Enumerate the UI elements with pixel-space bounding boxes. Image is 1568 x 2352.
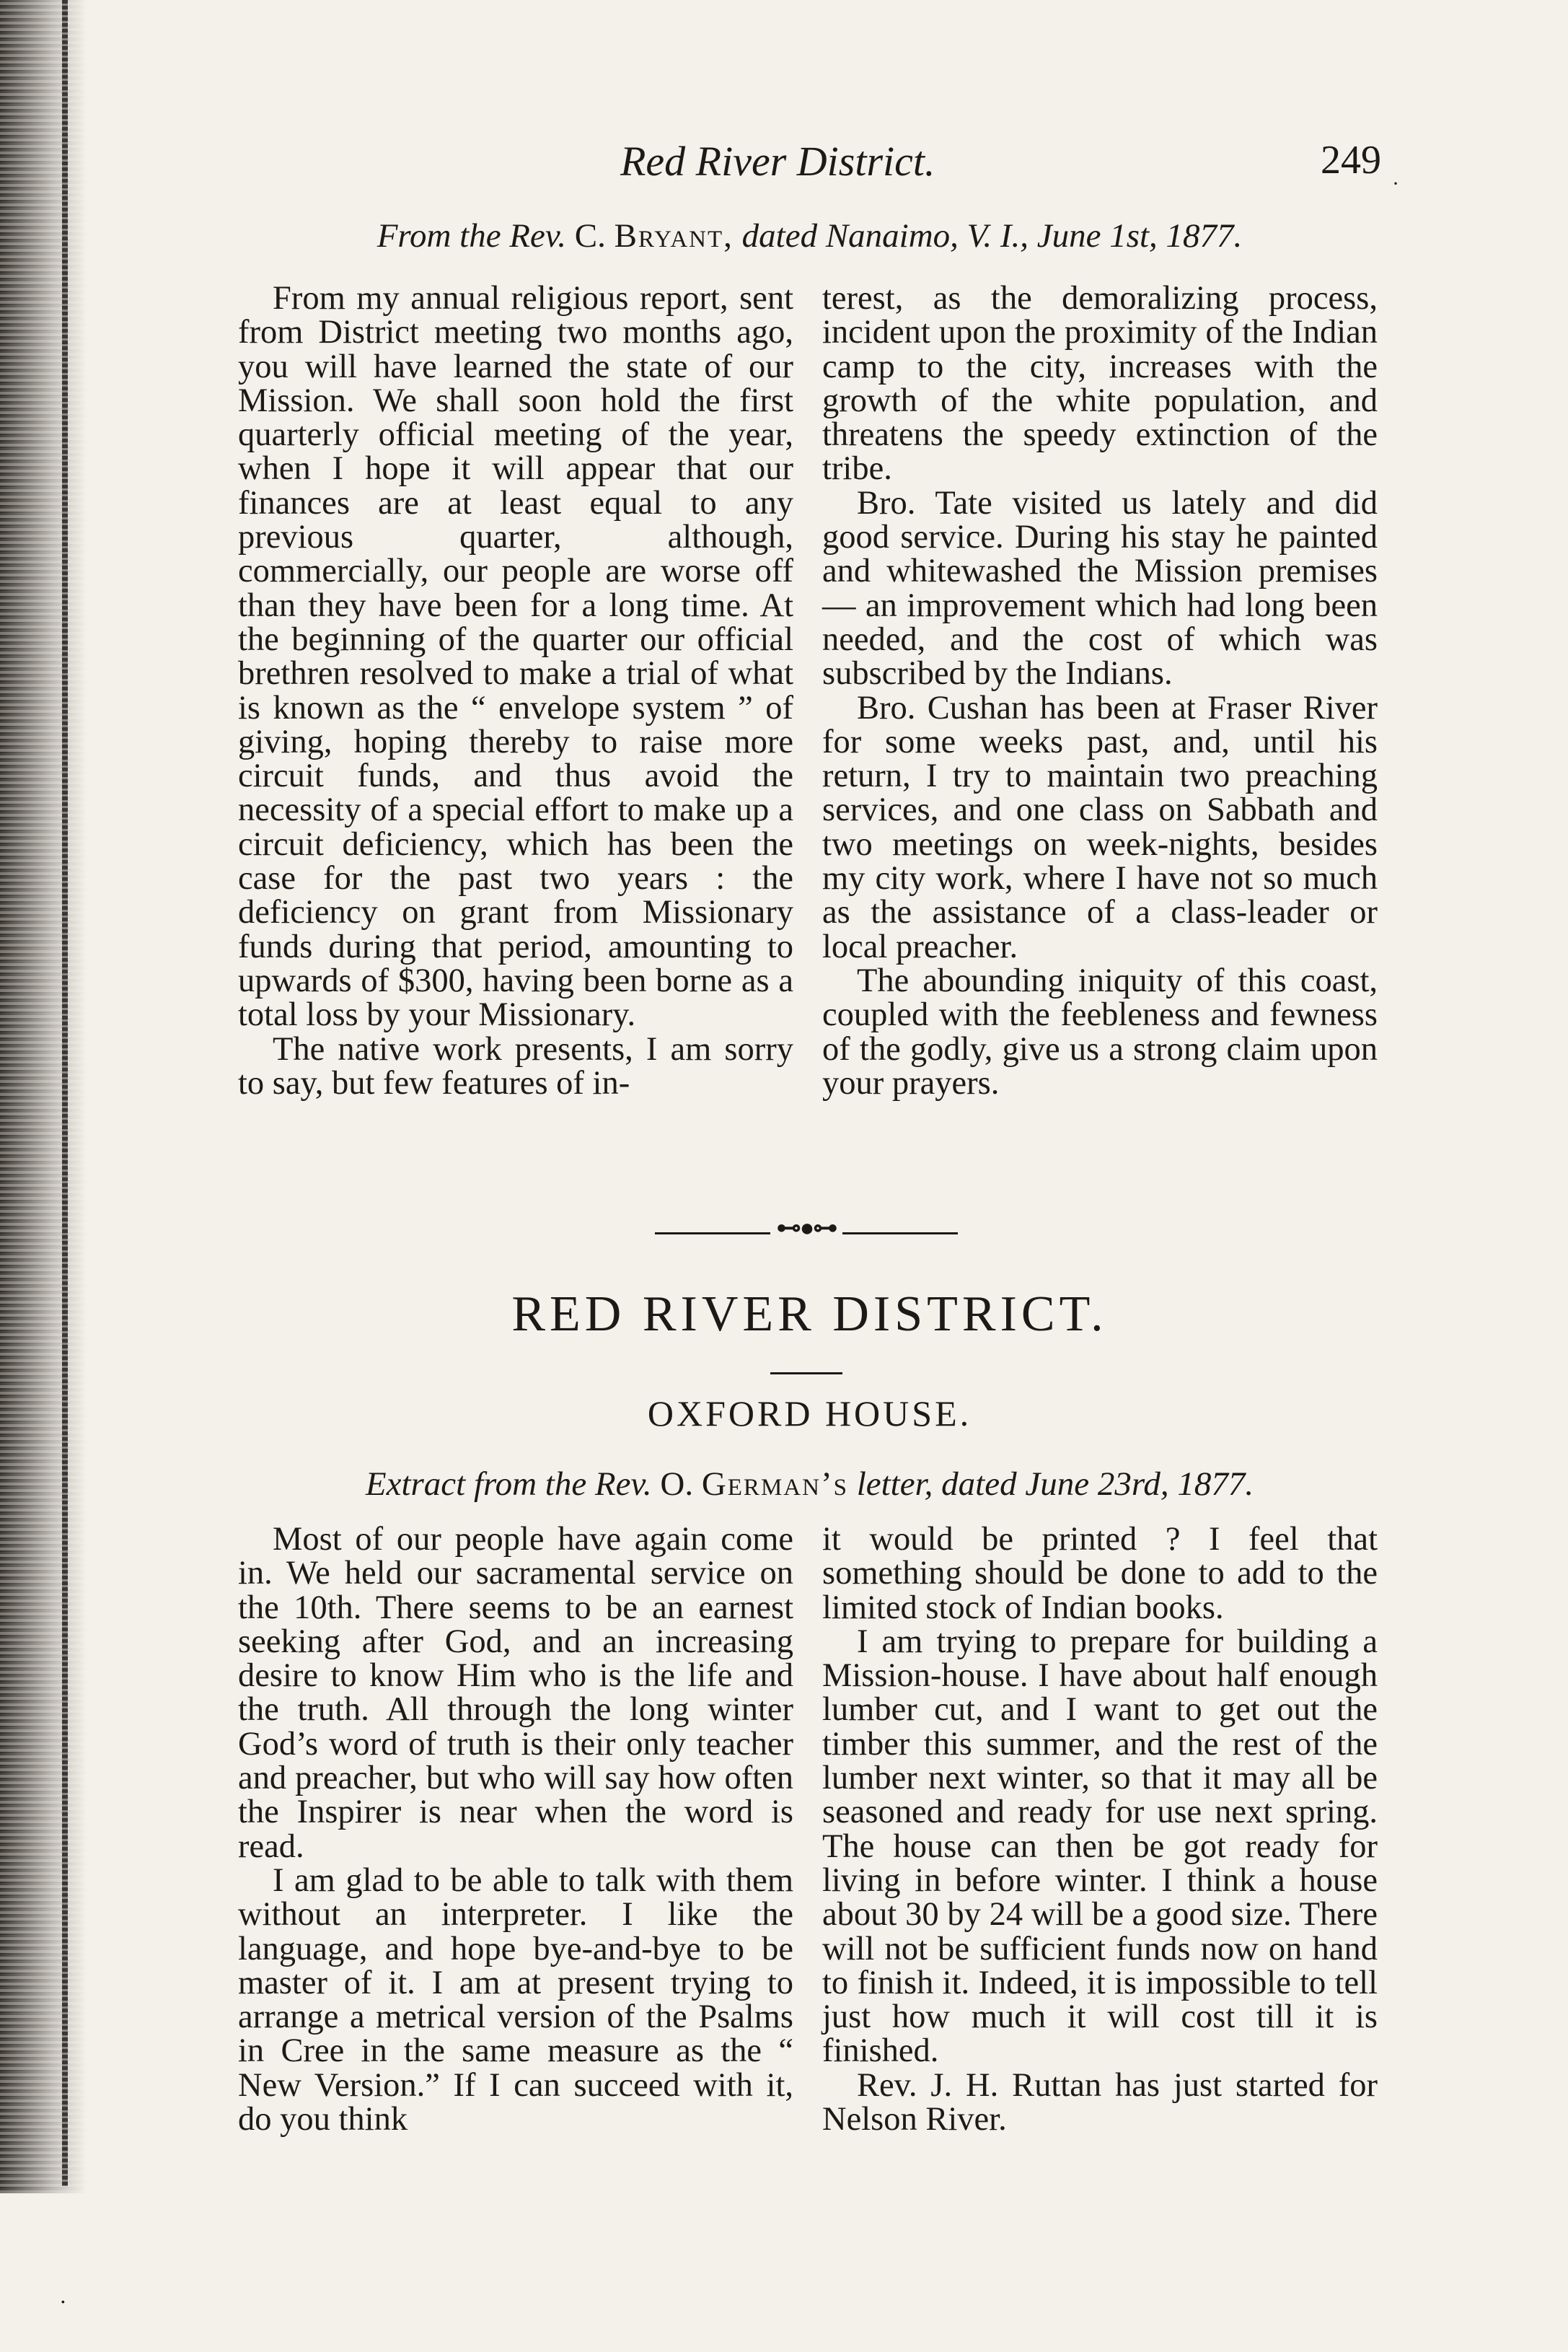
page-binding-edge [0,0,87,2193]
letter1-attribution [238,216,1381,255]
paragraph: The abounding iniquity of this coast, coupled with the feebleness and fewness of the godly, give us a strong claim upon your prayers. [822,962,1378,1102]
paragraph: I am trying to prepare for building a Mission-house. I have about half enough lumber cut, and I want to get out the timber this summer, and the rest of the lumber next winter, so that it may all be seasoned and ready for use next spring. The house can then be got ready for living in before winter. I think a house about 30 by 24 will be a good size. There will not be sufficient funds now on hand to finish it. Indeed, it is impossible to tell just how much it will cost till it is finished. [822,1623,1378,2070]
attribution-initial: C. [574,217,606,255]
letter2-right-column [822,1522,1378,2136]
page-number: 249 [1321,138,1381,183]
paragraph: it would be printed ? I feel that something should be done to add to the limited stock of Indian books. [822,1521,1378,1626]
paragraph: I am glad to be able to talk with them without an interpreter. I like the language, and hope bye-and-bye to be master of it. I am at present trying to arrange a metrical version of the Psalms in Cree in the same measure as the “ New Version.” If I can succeed with it, do you think [238,1861,793,2138]
paragraph: terest, as the demoralizing process, incident upon the proximity of the Indian camp to the city, increases with the growth of the white population, and threatens the speedy extinction of the tribe. [822,280,1378,488]
paragraph: Bro. Cushan has been at Fraser River for some weeks past, and, until his return, I try to maintain two preaching services, and one class on Sabbath and two meetings on week-nights, besides my city work, where I have not so much as the assistance of a class-leader or local preacher. [822,689,1378,965]
section-subtitle: OXFORD HOUSE. [647,1393,972,1434]
paragraph: Rev. J. H. Ruttan has just started for Nelson River. [822,2066,1378,2138]
paragraph: Bro. Tate visited us lately and did good service. During his stay he painted and whitewashed the Mission premises — an improvement which had long been needed, and the cost of which was subscribed by the Indians. [822,484,1378,693]
attribution-from: Extract from the Rev. [365,1465,652,1503]
separator-ornament: ⊷●⊶ [776,1215,837,1242]
paragraph: Most of our people have again come in. We held our sacramental service on the 10th. There seems to be an earnest seeking after God, and an increasing desire to know Him who is the life and the truth. All through the long winter God’s word of truth is their only teacher and preacher, but who will say how often the Inspirer is near when the word is read. [238,1521,793,1865]
attribution-name: Bryant, [614,217,734,255]
attribution-from: From the Rev. [376,217,566,255]
running-title: Red River District. [620,138,935,185]
attribution-dated: dated Nanaimo, V. I., June 1st, 1877. [741,217,1243,255]
letter1-left-column [238,281,793,1100]
ink-speck: · [59,2289,67,2314]
separator-line-left [655,1232,770,1234]
separator-line-right [842,1232,958,1234]
letter1-right-column [822,281,1378,1100]
section-separator [655,1215,958,1242]
attribution-name: German’s [701,1465,848,1503]
attribution-dated: letter, dated June 23rd, 1877. [856,1465,1254,1503]
letter2-left-column [238,1522,793,2136]
ink-speck: · [1392,172,1399,196]
section-title: RED RIVER DISTRICT. [511,1286,1108,1342]
binding-stitching [62,0,68,2186]
paragraph: From my annual religious report, sent from District meeting two months ago, you will have learned the state of our Mission. We shall soon hold the first quarterly official meeting of the year, when I hope it will appear that our finances are at least equal to any previous quarter, although, commercially, our people are worse off than they have been for a long time. At the beginning of the quarter our official brethren resolved to make a trial of what is known as the “ envelope system ” of giving, hoping thereby to raise more circuit funds, and thus avoid the necessity of a special effort to make up a circuit deficiency, which has been the case for the past two years : the deficiency on grant from Missionary funds during that period, amounting to upwards of $300, having been borne as a total loss by your Missionary. [238,280,793,1034]
letter2-attribution [238,1465,1381,1504]
paragraph: The native work presents, I am sorry to say, but few features of in- [238,1030,793,1102]
page-header [238,137,1399,196]
attribution-initial: O. [660,1465,694,1503]
title-rule [770,1372,842,1374]
